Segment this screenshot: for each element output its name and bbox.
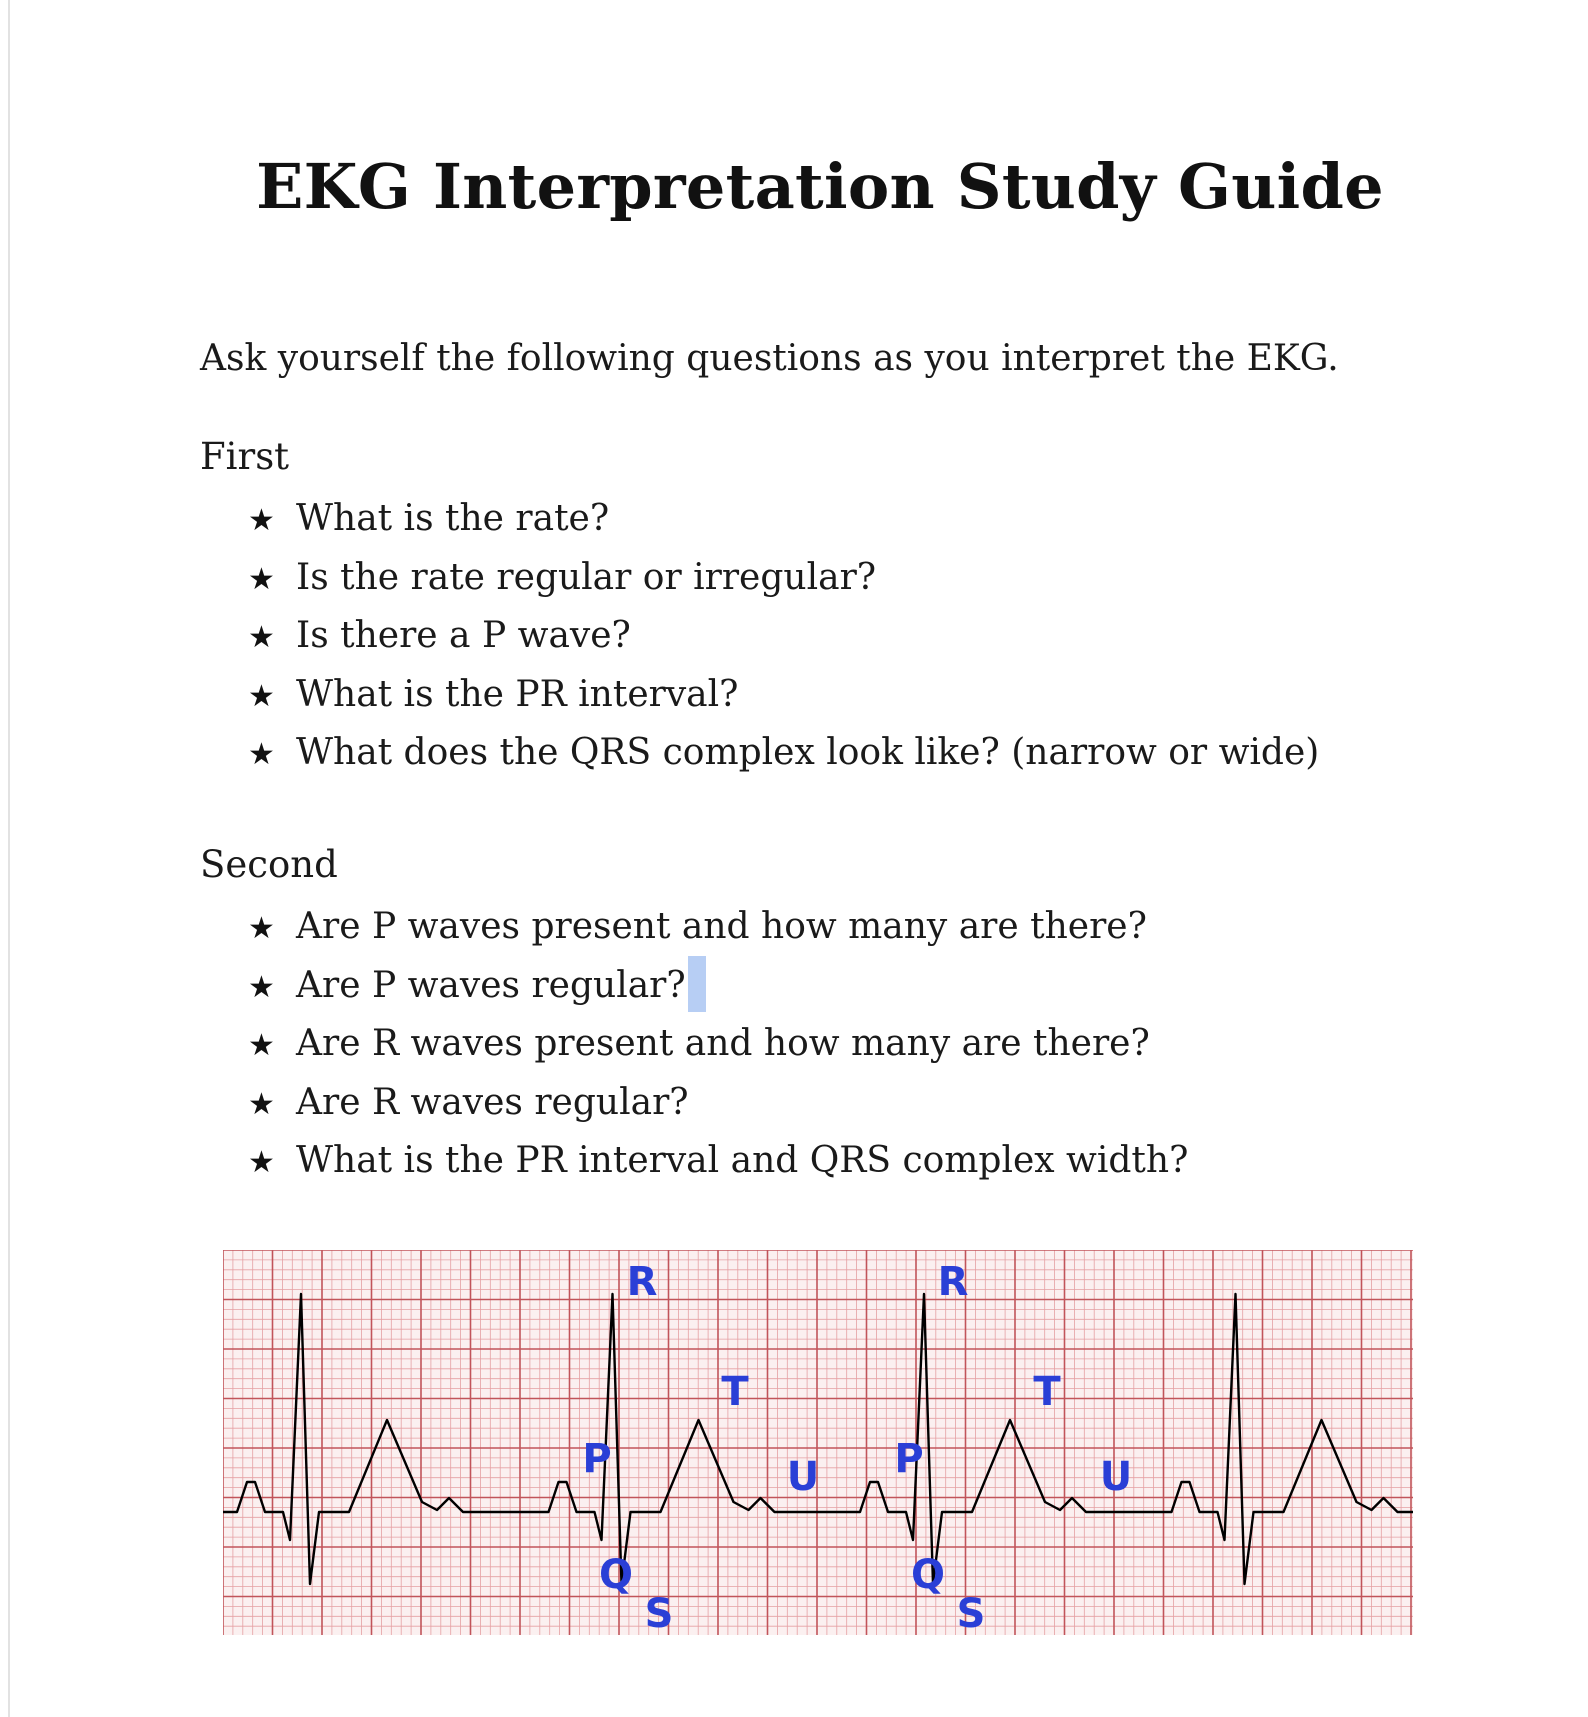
text-selection-cursor[interactable] (688, 956, 706, 1012)
list-item-text: Are P waves regular? (296, 964, 686, 1006)
list-item-text: What does the QRS complex look like? (narrow or wide) (296, 732, 1320, 773)
wave-label-t: T (1033, 1369, 1061, 1415)
list-item-text: What is the PR interval? (296, 673, 739, 715)
list-item-text: What is the rate? (296, 498, 610, 539)
star-icon: ★ (248, 503, 275, 538)
star-icon: ★ (248, 911, 275, 946)
star-icon: ★ (248, 1145, 275, 1180)
star-icon: ★ (248, 561, 275, 597)
section-heading-second: Second (200, 843, 338, 886)
star-icon: ★ (248, 620, 275, 655)
star-icon: ★ (248, 1028, 275, 1063)
wave-label-q: Q (910, 1552, 946, 1598)
list-item (248, 1074, 1188, 1133)
page-edge (8, 0, 10, 1717)
list-item (248, 1132, 1188, 1191)
wave-label-t: T (721, 1369, 749, 1415)
list-item (248, 957, 1188, 1016)
list-item-text: Are R waves regular? (296, 1081, 689, 1123)
bullet-list-second (248, 898, 1188, 1191)
section-heading-first: First (200, 435, 290, 478)
intro-paragraph: Ask yourself the following questions as you interpret the EKG. (200, 338, 1339, 379)
wave-label-s: S (956, 1591, 986, 1635)
list-item (248, 724, 1319, 783)
wave-label-p: P (582, 1436, 612, 1482)
list-item-text: Is there a P wave? (296, 615, 631, 656)
list-item (248, 607, 1319, 666)
wave-label-q: Q (598, 1552, 634, 1598)
list-item (248, 1015, 1188, 1074)
bullet-list-first (248, 490, 1319, 783)
list-item (248, 490, 1319, 549)
star-icon: ★ (248, 737, 275, 772)
star-icon: ★ (248, 1086, 275, 1122)
list-item (248, 898, 1188, 957)
list-item-text: Is the rate regular or irregular? (296, 556, 877, 598)
wave-label-r: R (626, 1259, 658, 1305)
star-icon: ★ (248, 678, 275, 714)
wave-label-p: P (894, 1436, 924, 1482)
wave-label-u: U (786, 1454, 820, 1500)
list-item-text: Are R waves present and how many are there? (296, 1023, 1150, 1064)
star-icon: ★ (248, 969, 275, 1005)
wave-label-s: S (644, 1591, 674, 1635)
page-title: EKG Interpretation Study Guide (256, 150, 1384, 223)
list-item-text: What is the PR interval and QRS complex width? (296, 1140, 1189, 1181)
wave-label-r: R (937, 1259, 969, 1305)
list-item (248, 666, 1319, 725)
list-item (248, 549, 1319, 608)
list-item-text: Are P waves present and how many are there? (296, 906, 1147, 947)
wave-label-u: U (1099, 1454, 1133, 1500)
ekg-strip-figure (223, 1250, 1413, 1635)
